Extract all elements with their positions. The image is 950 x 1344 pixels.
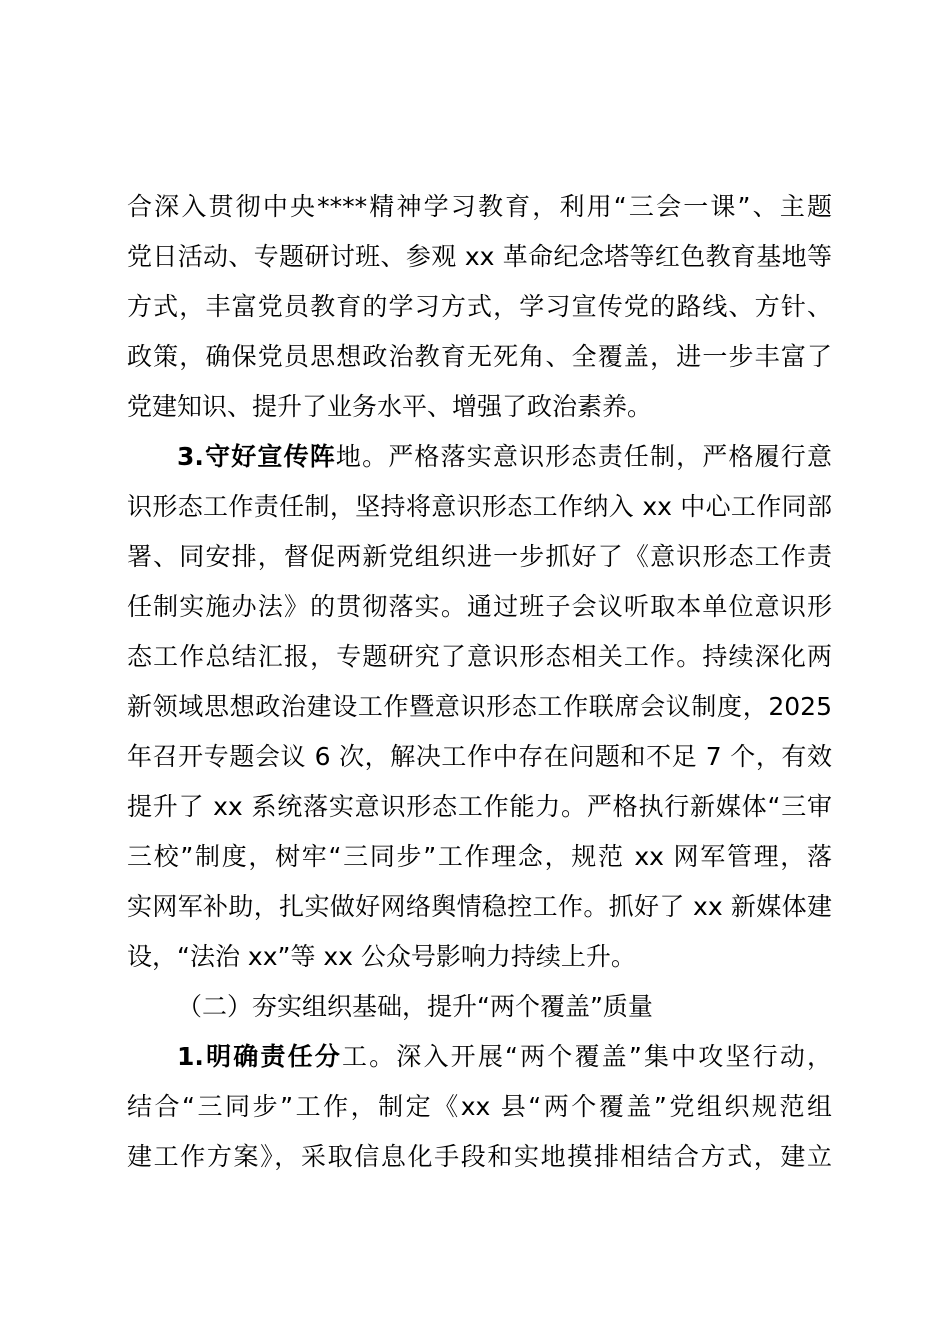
- para1-line-1: 合深入贯彻中央****精神学习教育，利用“三会一课”、主题: [127, 192, 832, 221]
- para3-heading-bold: 1.明确责任分: [177, 1042, 342, 1071]
- para1-line-4: 政策，确保党员思想政治教育无死角、全覆盖，进一步丰富了: [127, 342, 832, 371]
- para3-line-1: 结合“三同步”工作，制定《xx 县“两个覆盖”党组织规范组: [127, 1092, 832, 1121]
- para2-line-2: 署、同安排，督促两新党组织进一步抓好了《意识形态工作责: [127, 542, 832, 571]
- para2-line-3: 任制实施办法》的贯彻落实。通过班子会议听取本单位意识形: [127, 592, 832, 621]
- para2-line-6: 年召开专题会议 6 次，解决工作中存在问题和不足 7 个，有效: [127, 742, 832, 771]
- para2-line-1: 识形态工作责任制，坚持将意识形态工作纳入 xx 中心工作同部: [127, 492, 832, 521]
- para2-heading-line: [177, 432, 832, 482]
- para1-line-2: 党日活动、专题研讨班、参观 xx 革命纪念塔等红色教育基地等: [127, 242, 832, 271]
- para2-heading-rest: 地。严格落实意识形态责任制，严格履行意: [335, 442, 832, 471]
- para2-line-4: 态工作总结汇报，专题研究了意识形态相关工作。持续深化两: [127, 642, 832, 671]
- para2-line-7: 提升了 xx 系统落实意识形态工作能力。严格执行新媒体“三审: [127, 792, 832, 821]
- para3-heading-rest: 工。深入开展“两个覆盖”集中攻坚行动，: [341, 1042, 832, 1071]
- para1-line-5: 党建知识、提升了业务水平、增强了政治素养。: [127, 392, 653, 421]
- para2-line-9: 实网军补助，扎实做好网络舆情稳控工作。抓好了 xx 新媒体建: [127, 892, 832, 921]
- para3-line-2: 建工作方案》，采取信息化手段和实地摸排相结合方式，建立: [127, 1142, 832, 1171]
- para2-heading-bold: 3.守好宣传阵: [177, 442, 336, 471]
- para2-line-10: 设，“法治 xx”等 xx 公众号影响力持续上升。: [127, 942, 636, 971]
- para2-line-5: 新领域思想政治建设工作暨意识形态工作联席会议制度，2025: [127, 692, 832, 721]
- para2-line-8: 三校”制度，树牢“三同步”工作理念，规范 xx 网军管理，落: [127, 842, 832, 871]
- para1-line-3: 方式，丰富党员教育的学习方式，学习宣传党的路线、方针、: [127, 292, 832, 321]
- para3-heading-line: [177, 1032, 832, 1082]
- section-heading: （二）夯实组织基础，提升“两个覆盖”质量: [177, 992, 653, 1021]
